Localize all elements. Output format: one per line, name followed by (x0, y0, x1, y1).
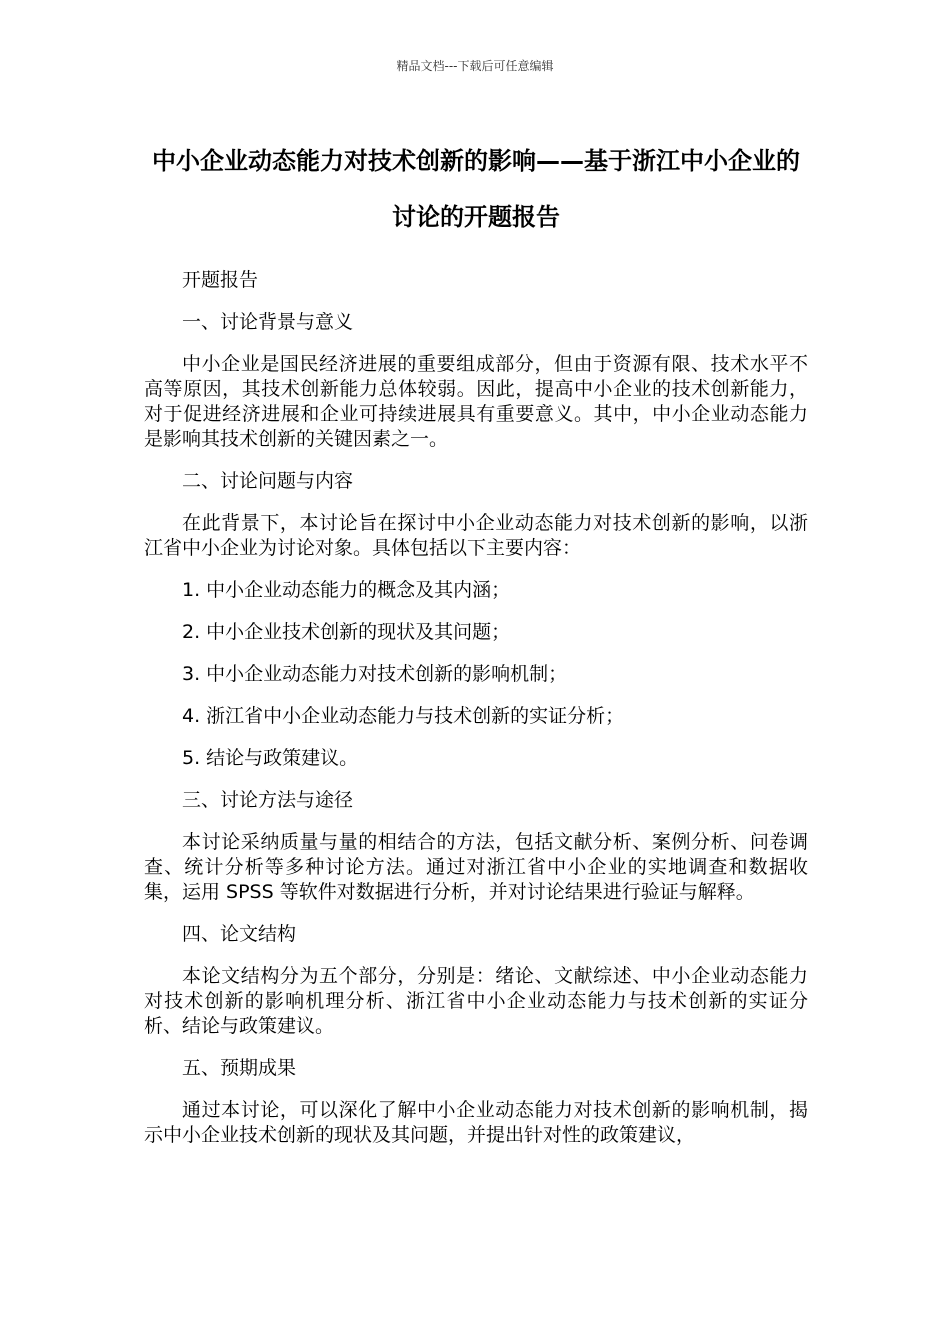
document-body (144, 268, 808, 1165)
document-title: 中小企业动态能力对技术创新的影响——基于浙江中小企业的讨论的开题报告 (152, 147, 800, 231)
list-item: 1. 中小企业动态能力的概念及其内涵； (182, 579, 511, 601)
section-2-paragraph: 在此背景下，本讨论旨在探讨中小企业动态能力对技术创新的影响，以浙江省中小企业为讨论对象。具体包括以下主要内容： (144, 512, 808, 559)
list-item: 2. 中小企业技术创新的现状及其问题； (182, 621, 511, 643)
list-item: 3. 中小企业动态能力对技术创新的影响机制； (182, 663, 568, 685)
header-note: 精品文档---下载后可任意编辑 (396, 59, 554, 73)
section-3-paragraph: 本讨论采纳质量与量的相结合的方法，包括文献分析、案例分析、问卷调查、统计分析等多种讨论方法。通过对浙江省中小企业的实地调查和数据收集，运用 SPSS 等软件对数据进行分析，并对讨论结果进行验证与解释。 (144, 831, 808, 903)
list-item: 5. 结论与政策建议。 (182, 747, 359, 769)
section-4-heading: 四、论文结构 (182, 923, 297, 945)
section-1-paragraph: 中小企业是国民经济进展的重要组成部分，但由于资源有限、技术水平不高等原因，其技术创新能力总体较弱。因此，提高中小企业的技术创新能力，对于促进经济进展和企业可持续进展具有重要意义。其中，中小企业动态能力是影响其技术创新的关键因素之一。 (144, 353, 808, 450)
intro-label: 开题报告 (182, 269, 259, 291)
section-4-paragraph: 本论文结构分为五个部分，分别是：绪论、文献综述、中小企业动态能力对技术创新的影响机理分析、浙江省中小企业动态能力与技术创新的实证分析、结论与政策建议。 (144, 965, 808, 1037)
section-3-heading: 三、讨论方法与途径 (182, 789, 354, 811)
section-2-heading: 二、讨论问题与内容 (182, 470, 354, 492)
section-5-heading: 五、预期成果 (182, 1057, 297, 1079)
section-5-paragraph: 通过本讨论，可以深化了解中小企业动态能力对技术创新的影响机制，揭示中小企业技术创新的现状及其问题，并提出针对性的政策建议， (144, 1099, 808, 1146)
list-item: 4. 浙江省中小企业动态能力与技术创新的实证分析； (182, 705, 625, 727)
section-1-heading: 一、讨论背景与意义 (182, 311, 354, 333)
